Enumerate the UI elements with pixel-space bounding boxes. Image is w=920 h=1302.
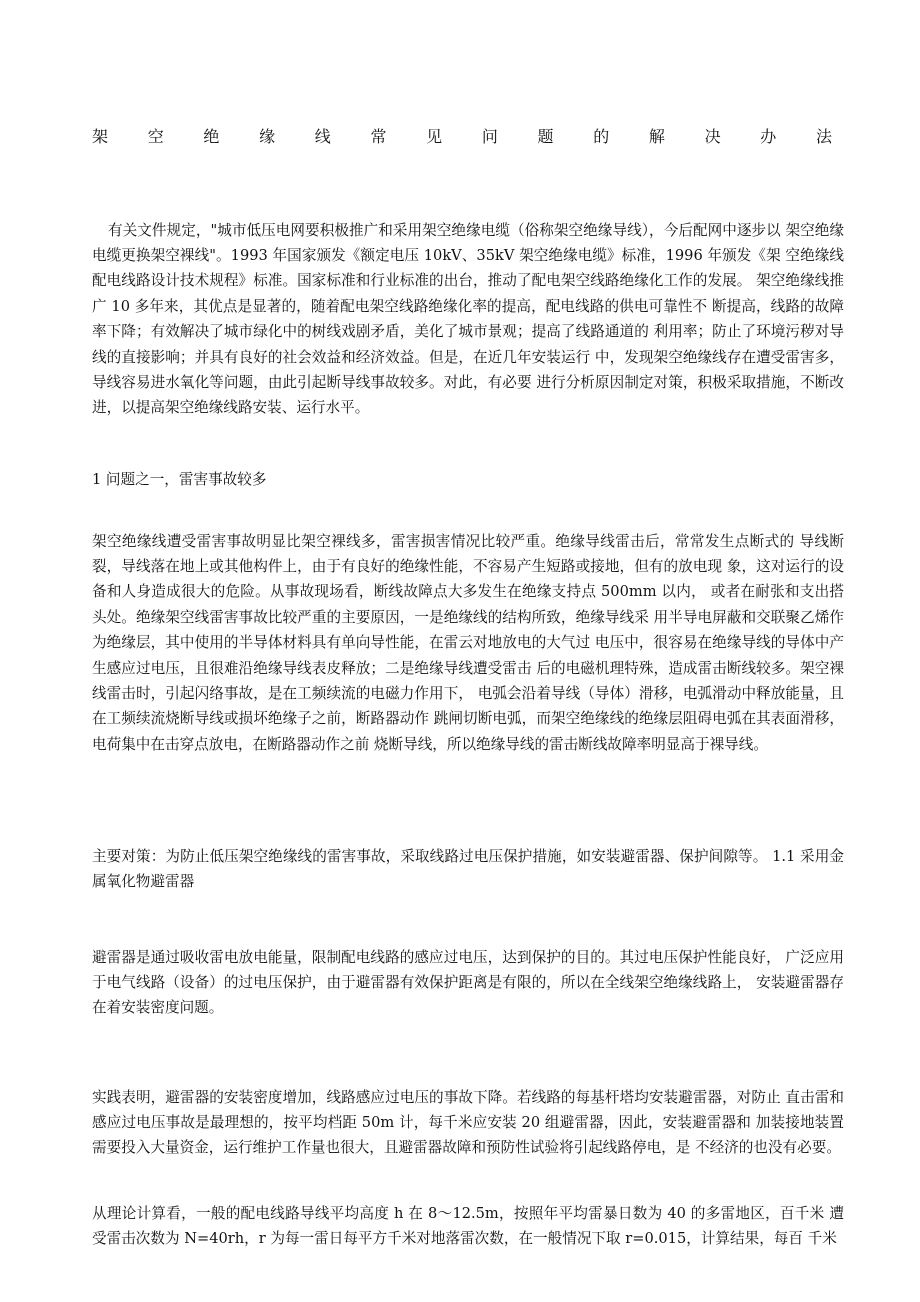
title-char: 绝 (203, 127, 220, 146)
title-char: 常 (370, 127, 387, 146)
title-char: 解 (648, 127, 665, 146)
section-heading: 1 问题之一，雷害事故较多 (92, 470, 267, 488)
title-char: 缘 (259, 127, 276, 146)
body-paragraph: 实践表明，避雷器的安装密度增加，线路感应过电压的事故下降。若线路的每基杆塔均安装避雷器，对防止 直击雷和感应过电压事故是最理想的，按平均档距 50m 计，每千米应安装 20 组避雷器，因此，安装避雷器和 加装接地装置需要投入大量资金，运行维护工作量也很大，且避雷器故障和预防性试验将引起线路停电，是 不经济的也没有必要。 (92, 1088, 844, 1157)
intro-paragraph: 有关文件规定，"城市低压电网要积极推广和采用架空绝缘电缆（俗称架空绝缘导线），今后配网中逐步以 架空绝缘电缆更换架空裸线"。1993 年国家颁发《额定电压 10kV、35kV 架空绝缘电缆》标准，1996 年颁发《架 空绝缘线配电线路设计技术规程》标准。国家标准和行业标准的出台，推动了配电架空线路绝缘化工作的发展。 架空绝缘线推广 10 多年来，其优点是显著的，随着配电架空线路绝缘化率的提高，配电线路的供电可靠性不 断提高，线路的故障率下降；有效解决了城市绿化中的树线戏剧矛盾，美化了城市景观；提高了线路通道的 利用率；防止了环境污秽对导线的直接影响；并具有良好的社会效益和经济效益。但是，在近几年安装运行 中，发现架空绝缘线存在遭受雷害多，导线容易进水氧化等问题，由此引起断导线事故较多。对此，有必要 进行分析原因制定对策，积极采取措施，不断改进，以提高架空绝缘线路安装、运行水平。 (92, 221, 844, 417)
document-title (92, 126, 832, 148)
body-paragraph: 避雷器是通过吸收雷电放电能量，限制配电线路的感应过电压，达到保护的目的。其过电压保护性能良好， 广泛应用于电气线路（设备）的过电压保护，由于避雷器有效保护距离是有限的，所以在全线架空绝缘线路上， 安装避雷器存在着安装密度问题。 (92, 948, 844, 1017)
countermeasure-paragraph: 主要对策：为防止低压架空绝缘线的雷害事故，采取线路过电压保护措施，如安装避雷器、保护间隙等。 1.1 采用金属氧化物避雷器 (92, 847, 844, 890)
title-char: 问 (481, 127, 498, 146)
title-char: 线 (314, 127, 331, 146)
title-char: 决 (704, 127, 721, 146)
title-char: 见 (426, 127, 443, 146)
body-paragraph: 架空绝缘线遭受雷害事故明显比架空裸线多，雷害损害情况比较严重。绝缘导线雷击后，常常发生点断式的 导线断裂，导线落在地上或其他构件上，由于有良好的绝缘性能，不容易产生短路或接地，但有的放电现 象，这对运行的设备和人身造成很大的危险。从事故现场看，断线故障点大多发生在绝缘支持点 500mm 以内， 或者在耐张和支出搭头处。绝缘架空线雷害事故比较严重的主要原因，一是绝缘线的结构所致，绝缘导线采 用半导电屏蔽和交联聚乙烯作为绝缘层，其中使用的半导体材料具有单向导性能，在雷云对地放电的大气过 电压中，很容易在绝缘导线的导体中产生感应过电压，且很难沿绝缘导线表皮释放；二是绝缘导线遭受雷击 后的电磁机理特殊，造成雷击断线较多。架空裸线雷击时，引起闪络事故，是在工频续流的电磁力作用下， 电弧会沿着导线（导体）滑移，电弧滑动中释放能量，且在工频续流烧断导线或损坏绝缘子之前，断路器动作 跳闸切断电弧，而架空绝缘线的绝缘层阻碍电弧在其表面滑移，电荷集中在击穿点放电，在断路器动作之前 烧断导线，所以绝缘导线的雷击断线故障率明显高于裸导线。 (92, 532, 844, 753)
body-paragraph: 从理论计算看，一般的配电线路导线平均高度 h 在 8～12.5m，按照年平均雷暴日数为 40 的多雷地区，百千米 遭受雷击次数为 N=40rh，r 为每一雷日每平方千米对地落雷次数，在一般情况下取 r=0.015，计算结果，每百 千米 (92, 1204, 844, 1247)
title-char: 法 (815, 127, 832, 146)
title-char: 架 (92, 127, 109, 146)
title-char: 的 (593, 127, 610, 146)
title-char: 空 (147, 127, 164, 146)
title-char: 题 (537, 127, 554, 146)
title-char: 办 (760, 127, 777, 146)
